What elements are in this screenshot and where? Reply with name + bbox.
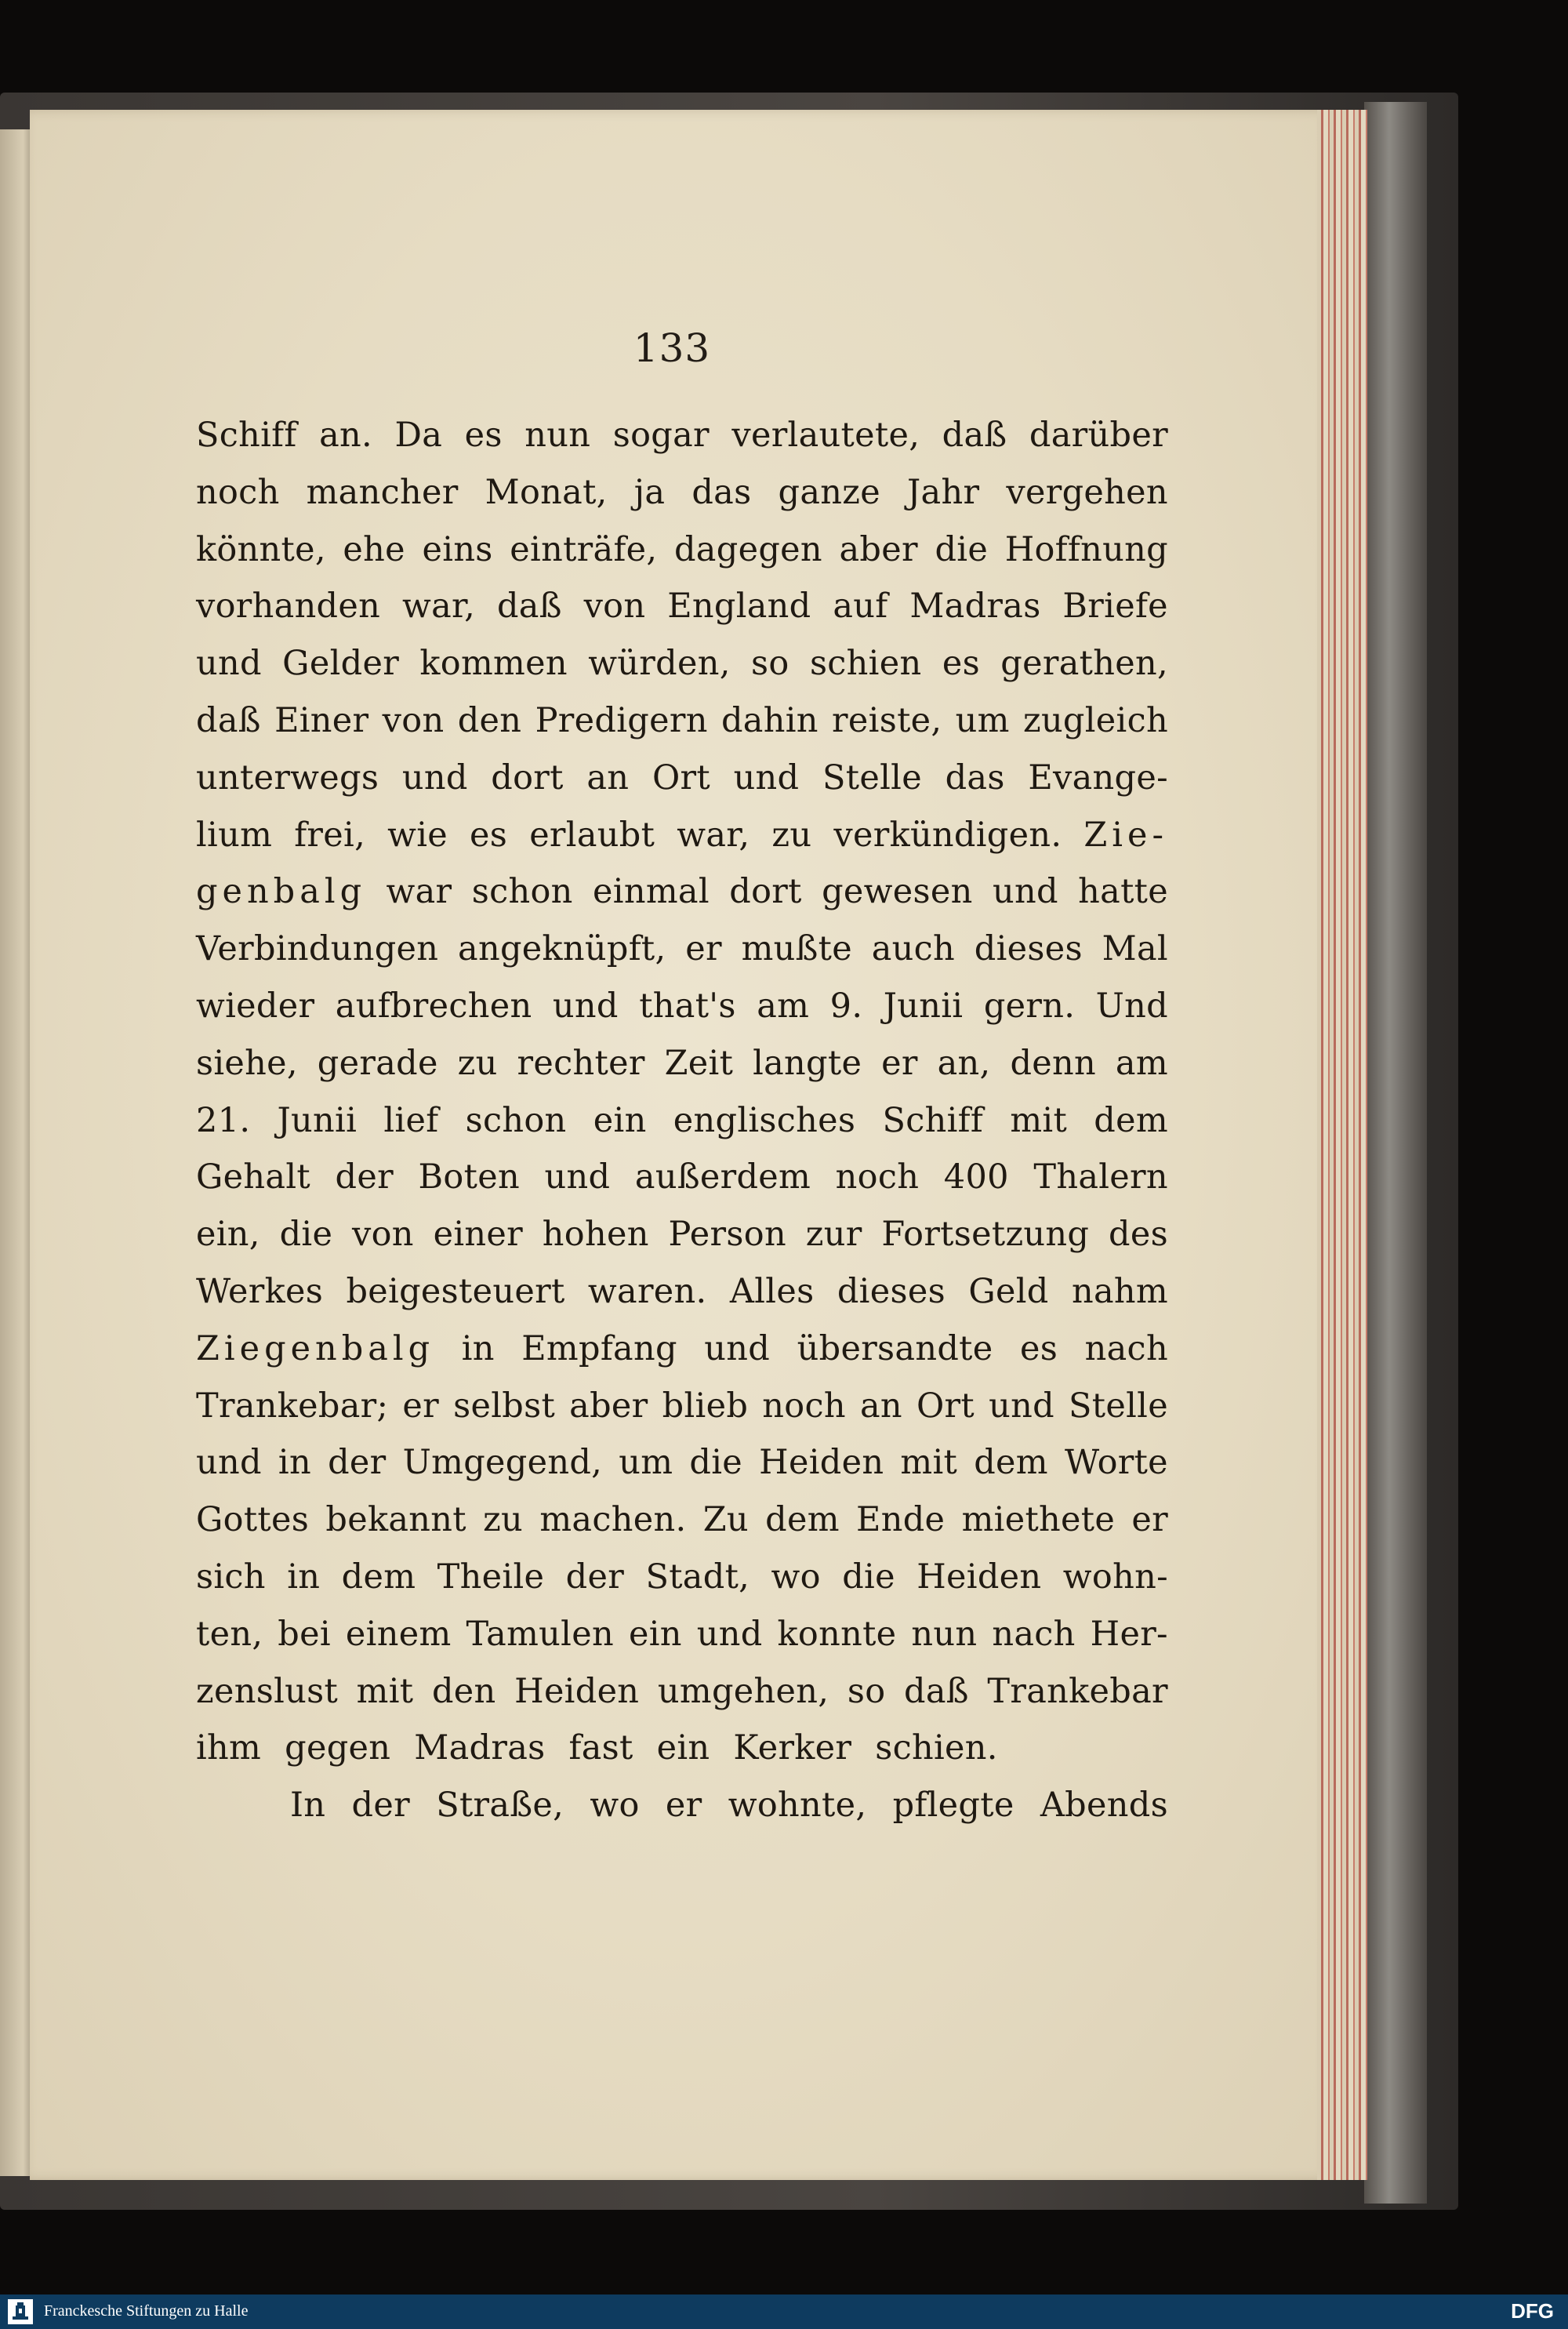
text-word: nahm: [1071, 1271, 1168, 1311]
text-word: war,: [401, 587, 476, 627]
text-word: hohen: [542, 1215, 649, 1255]
text-line: [196, 1615, 1168, 1672]
book-cover-edge: [1364, 102, 1427, 2204]
text-word: waren.: [587, 1271, 707, 1311]
text-word: fast: [568, 1728, 633, 1768]
text-word: war,: [677, 815, 750, 855]
text-word: lief: [383, 1100, 439, 1140]
text-word: miethete: [961, 1500, 1116, 1540]
text-word: zu: [483, 1500, 524, 1540]
text-word: und: [696, 1614, 763, 1654]
text-line: [196, 986, 1168, 1044]
text-line: [196, 644, 1168, 701]
text-word: reiste,: [832, 700, 942, 740]
text-word: genbalg: [196, 872, 367, 912]
text-line: [196, 587, 1168, 644]
text-word: ein,: [196, 1215, 260, 1255]
text-word: 400: [943, 1157, 1009, 1197]
text-word: ein: [593, 1100, 647, 1140]
text-word: wohn-: [1062, 1557, 1168, 1597]
text-word: die: [935, 529, 989, 569]
text-line: [196, 1557, 1168, 1615]
text-word: ganze: [778, 472, 880, 512]
text-word: Fortsetzung: [881, 1215, 1090, 1255]
text-word: aufbrechen: [335, 986, 532, 1026]
text-word: und: [196, 1443, 262, 1483]
text-word: und: [733, 758, 800, 798]
page-edges: [1317, 110, 1367, 2180]
text-word: übersandte: [797, 1328, 993, 1368]
text-line: [196, 1329, 1168, 1386]
text-word: der: [351, 1786, 410, 1826]
text-word: er: [685, 929, 722, 969]
text-word: dort: [491, 758, 564, 798]
text-word: er: [1131, 1500, 1168, 1540]
text-word: sich: [196, 1557, 266, 1597]
text-word: England: [667, 587, 811, 627]
text-word: gern.: [983, 986, 1076, 1026]
text-word: ein: [656, 1728, 710, 1768]
text-word: dort: [729, 872, 802, 912]
text-word: Umgegend,: [402, 1443, 603, 1483]
text-word: um: [619, 1443, 673, 1483]
text-word: Werkes: [196, 1271, 324, 1311]
text-word: Verbindungen: [196, 929, 439, 969]
franckesche-stiftungen-logo-icon: [8, 2299, 33, 2324]
text-word: Thalern: [1033, 1157, 1168, 1197]
text-word: nach: [992, 1614, 1076, 1654]
text-word: von: [382, 700, 445, 740]
text-word: Straße,: [436, 1786, 564, 1826]
text-word: an,: [937, 1043, 991, 1083]
text-word: Trankebar: [987, 1671, 1168, 1711]
text-word: nun: [911, 1614, 978, 1654]
text-word: er: [881, 1043, 918, 1083]
page-number: 133: [633, 325, 711, 371]
text-word: wie: [387, 815, 448, 855]
text-word: Ziegenbalg: [196, 1328, 435, 1368]
text-word: außerdem: [634, 1157, 811, 1197]
text-word: denn: [1010, 1043, 1096, 1083]
text-word: Person: [668, 1215, 786, 1255]
text-word: wohnte,: [728, 1786, 867, 1826]
text-word: selbst: [453, 1386, 556, 1426]
text-word: langte: [753, 1043, 862, 1083]
text-line: [196, 1728, 1168, 1786]
text-word: in: [278, 1443, 311, 1483]
text-word: siehe,: [196, 1043, 298, 1083]
text-word: sogar: [612, 416, 710, 455]
text-word: und: [989, 1386, 1054, 1426]
text-word: bekannt: [325, 1500, 466, 1540]
text-word: Abends: [1040, 1786, 1168, 1826]
text-line: [196, 1272, 1168, 1329]
text-word: daß: [496, 587, 562, 627]
text-line: [196, 1500, 1168, 1557]
text-word: Boten: [418, 1157, 520, 1197]
text-word: vergehen: [1006, 472, 1168, 512]
text-word: und: [196, 644, 262, 684]
text-word: und: [704, 1328, 771, 1368]
text-word: konnte: [777, 1614, 897, 1654]
text-word: würden,: [588, 644, 731, 684]
text-word: die: [842, 1557, 895, 1597]
text-word: daß: [904, 1671, 969, 1711]
text-word: Gehalt: [196, 1157, 310, 1197]
text-line: [290, 1786, 1168, 1843]
text-word: mit: [1010, 1100, 1068, 1140]
text-word: Briefe: [1062, 587, 1168, 627]
text-line: [196, 1044, 1168, 1101]
text-word: eins: [422, 529, 493, 569]
text-word: Heiden: [916, 1557, 1042, 1597]
text-line: [196, 1672, 1168, 1729]
text-word: ehe: [343, 529, 405, 569]
text-word: Worte: [1064, 1443, 1168, 1483]
text-line: [196, 758, 1168, 816]
text-line: [196, 530, 1168, 587]
text-word: Jahr: [907, 472, 980, 512]
text-word: der: [335, 1157, 394, 1197]
page-text: [196, 416, 1168, 1843]
text-word: noch: [835, 1157, 920, 1197]
text-word: bei: [278, 1614, 331, 1654]
text-word: die: [689, 1443, 743, 1483]
text-word: Einer: [274, 700, 369, 740]
text-word: Zie-: [1083, 815, 1168, 855]
text-line: [196, 872, 1168, 929]
text-word: an: [586, 758, 630, 798]
text-word: noch: [762, 1386, 846, 1426]
text-word: schon: [471, 872, 573, 912]
text-word: ja: [633, 472, 666, 512]
text-word: schon: [465, 1100, 567, 1140]
text-word: Da: [394, 416, 443, 455]
text-word: schien.: [875, 1728, 998, 1768]
text-word: dem: [765, 1500, 840, 1540]
text-word: nach: [1084, 1328, 1168, 1368]
text-line: [196, 929, 1168, 986]
footer-institution: Franckesche Stiftungen zu Halle: [44, 2302, 249, 2320]
text-word: Schiff: [196, 416, 297, 455]
text-word: Theile: [437, 1557, 545, 1597]
left-page-edge: [0, 129, 33, 2176]
text-word: hatte: [1078, 872, 1168, 912]
text-word: dem: [341, 1557, 416, 1597]
text-line: [196, 416, 1168, 473]
text-word: Gottes: [196, 1500, 310, 1540]
text-word: mit: [356, 1671, 414, 1711]
text-word: Ort: [652, 758, 710, 798]
text-word: aber: [839, 529, 918, 569]
text-word: nun: [524, 416, 591, 455]
text-word: einträfe,: [510, 529, 658, 569]
text-word: Monat,: [485, 472, 608, 512]
text-word: in: [287, 1557, 321, 1597]
text-word: dieses: [837, 1271, 946, 1311]
footer-brand: DFG: [1511, 2299, 1554, 2323]
text-word: dem: [1094, 1100, 1168, 1140]
text-word: Heiden: [759, 1443, 884, 1483]
text-word: und: [992, 872, 1058, 912]
text-word: so: [847, 1671, 886, 1711]
text-word: von: [352, 1215, 414, 1255]
text-word: den: [457, 700, 522, 740]
text-word: Madras: [414, 1728, 546, 1768]
text-word: es: [464, 416, 503, 455]
text-word: Stelle: [822, 758, 922, 798]
text-word: Ende: [856, 1500, 946, 1540]
text-word: das: [691, 472, 752, 512]
text-word: dem: [974, 1443, 1048, 1483]
text-word: Gelder: [282, 644, 400, 684]
text-word: zenslust: [196, 1671, 339, 1711]
text-word: Mal: [1102, 929, 1168, 969]
text-word: des: [1109, 1215, 1168, 1255]
text-word: auch: [871, 929, 956, 969]
text-word: Hoffnung: [1004, 529, 1168, 569]
text-word: einem: [345, 1614, 452, 1654]
text-word: einer: [433, 1215, 523, 1255]
text-word: 21.: [196, 1100, 251, 1140]
text-word: gewesen: [822, 872, 973, 912]
text-word: erlaubt: [529, 815, 655, 855]
text-word: aber: [569, 1386, 648, 1426]
text-line: [196, 816, 1168, 873]
text-word: Zeit: [664, 1043, 734, 1083]
text-word: an.: [319, 416, 372, 455]
text-word: Junii: [883, 986, 964, 1026]
text-line: [196, 1101, 1168, 1158]
text-word: es: [942, 644, 980, 684]
text-word: Evange-: [1028, 758, 1168, 798]
text-word: dieses: [974, 929, 1083, 969]
text-word: Zu: [702, 1500, 749, 1540]
text-word: Her-: [1090, 1614, 1168, 1654]
text-word: am: [757, 986, 810, 1026]
text-word: er: [402, 1386, 439, 1426]
text-line: [196, 1157, 1168, 1215]
text-word: gerade: [317, 1043, 438, 1083]
text-word: zu: [457, 1043, 498, 1083]
text-word: wo: [771, 1557, 821, 1597]
text-line: [196, 1386, 1168, 1444]
text-word: 9.: [829, 986, 863, 1026]
text-word: Trankebar;: [196, 1386, 389, 1426]
text-word: Madras: [909, 587, 1041, 627]
text-word: Heiden: [514, 1671, 640, 1711]
text-word: beigesteuert: [346, 1271, 565, 1311]
text-word: In: [290, 1786, 326, 1826]
text-word: pflegte: [892, 1786, 1014, 1826]
text-word: Junii: [277, 1100, 358, 1140]
text-word: blieb: [662, 1386, 749, 1426]
text-line: [196, 701, 1168, 758]
text-word: könnte,: [196, 529, 326, 569]
text-word: war: [386, 872, 452, 912]
text-word: um: [955, 700, 1010, 740]
text-word: daß: [196, 700, 261, 740]
text-line: [196, 473, 1168, 530]
text-word: Schiff: [882, 1100, 984, 1140]
text-word: in: [461, 1328, 495, 1368]
text-word: der: [328, 1443, 387, 1483]
text-line: [196, 1443, 1168, 1500]
text-word: Ort: [916, 1386, 975, 1426]
text-word: wo: [590, 1786, 640, 1826]
text-word: mußte: [741, 929, 852, 969]
text-word: er: [665, 1786, 702, 1826]
text-word: ein: [628, 1614, 682, 1654]
footer-bar: [0, 2294, 1568, 2329]
text-word: schien: [809, 644, 922, 684]
text-word: mit: [900, 1443, 958, 1483]
text-word: die: [279, 1215, 333, 1255]
text-word: verlautete,: [731, 416, 920, 455]
text-word: Alles: [729, 1271, 815, 1311]
text-word: Geld: [968, 1271, 1049, 1311]
text-word: Stelle: [1069, 1386, 1168, 1426]
text-word: wieder: [196, 986, 315, 1026]
text-word: gerathen,: [1000, 644, 1168, 684]
text-word: so: [751, 644, 789, 684]
text-word: zur: [805, 1215, 862, 1255]
text-word: es: [470, 815, 508, 855]
text-word: den: [431, 1671, 496, 1711]
text-word: dahin: [720, 700, 818, 740]
text-word: und: [552, 986, 619, 1026]
text-word: Empfang: [521, 1328, 677, 1368]
text-line: [196, 1215, 1168, 1272]
text-word: von: [583, 587, 646, 627]
text-word: und: [544, 1157, 611, 1197]
text-word: that's: [639, 986, 736, 1026]
text-word: Kerker: [733, 1728, 852, 1768]
text-word: kommen: [419, 644, 568, 684]
text-word: das: [945, 758, 1005, 798]
text-word: verkündigen.: [833, 815, 1062, 855]
text-word: zu: [771, 815, 812, 855]
text-word: vorhanden: [196, 587, 381, 627]
text-word: ihm: [196, 1728, 262, 1768]
text-word: daß: [942, 416, 1007, 455]
text-word: Predigern: [535, 700, 708, 740]
text-word: machen.: [539, 1500, 687, 1540]
text-word: darüber: [1029, 416, 1168, 455]
text-word: englisches: [673, 1100, 856, 1140]
text-word: rechter: [517, 1043, 645, 1083]
text-word: und: [401, 758, 468, 798]
text-word: am: [1115, 1043, 1168, 1083]
text-word: noch: [196, 472, 280, 512]
text-word: gegen: [285, 1728, 391, 1768]
text-word: frei,: [294, 815, 366, 855]
text-word: der: [565, 1557, 625, 1597]
text-word: angeknüpft,: [458, 929, 666, 969]
text-word: Tamulen: [466, 1614, 614, 1654]
text-word: Und: [1095, 986, 1168, 1026]
text-word: auf: [833, 587, 888, 627]
text-word: ten,: [196, 1614, 263, 1654]
text-word: dagegen: [673, 529, 822, 569]
text-word: einmal: [593, 872, 710, 912]
text-word: zugleich: [1022, 700, 1168, 740]
text-word: umgehen,: [657, 1671, 829, 1711]
text-word: unterwegs: [196, 758, 379, 798]
text-word: es: [1020, 1328, 1058, 1368]
text-word: lium: [196, 815, 273, 855]
text-word: Stadt,: [645, 1557, 750, 1597]
text-word: an: [859, 1386, 902, 1426]
text-word: mancher: [306, 472, 459, 512]
